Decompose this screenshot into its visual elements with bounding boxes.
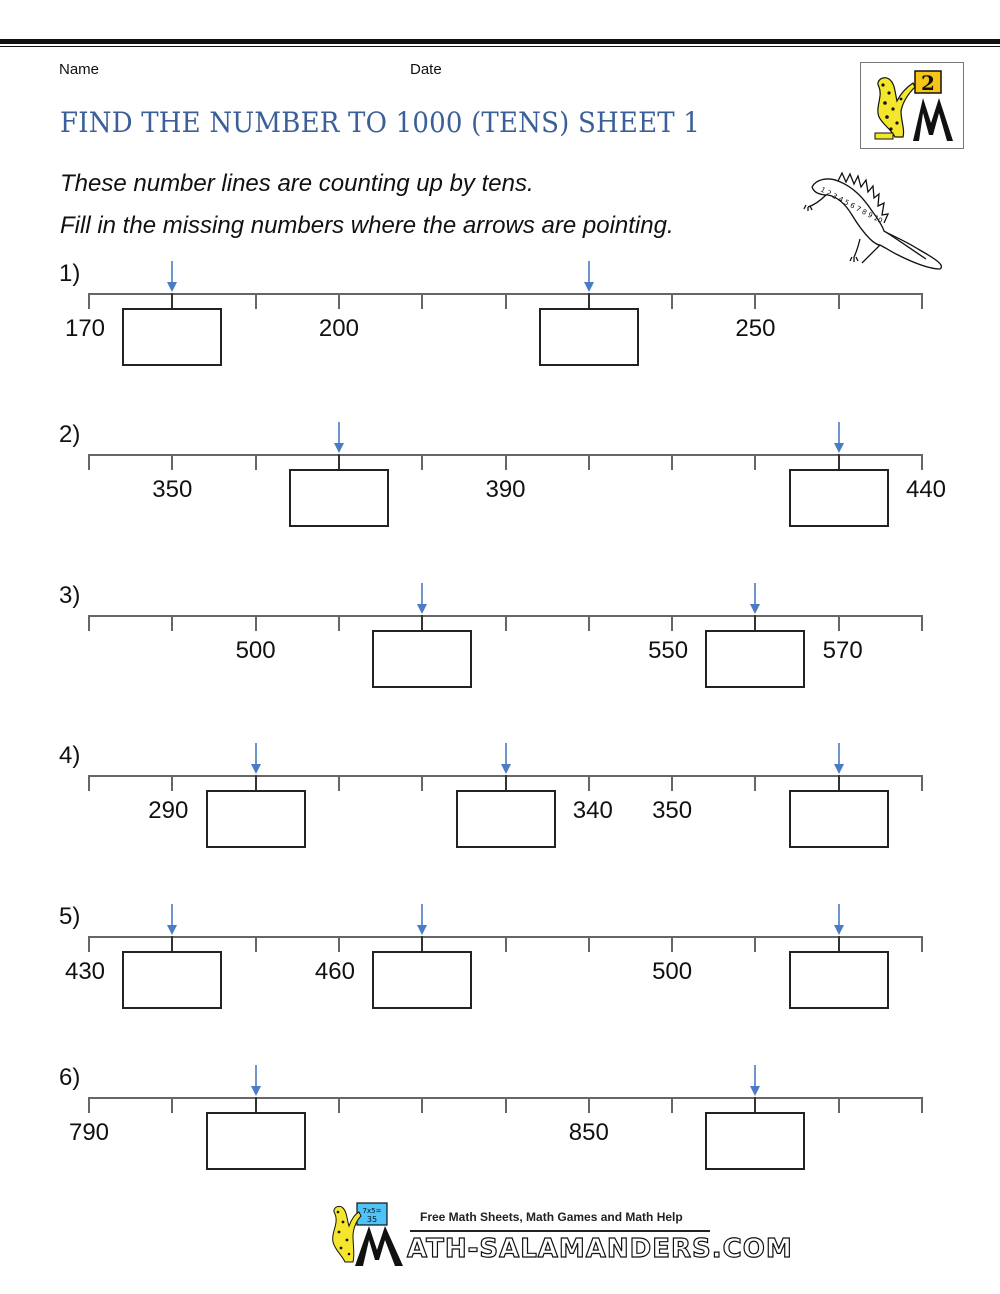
tick-mark [88,454,90,470]
tick-mark [88,775,90,791]
box-stem [505,775,507,791]
tick-mark [921,1097,923,1113]
number-line-problem [0,903,1000,1033]
given-number: 440 [905,476,947,503]
given-number: 850 [568,1119,609,1146]
tick-mark [588,936,590,952]
down-arrow-icon [249,743,263,775]
tick-mark [171,615,173,631]
tick-mark [255,615,257,631]
tick-mark [338,775,340,791]
given-number: 460 [314,958,355,985]
box-stem [754,615,756,631]
number-line-problem [0,260,1000,390]
problem-number: 4) [59,742,81,769]
footer-site-name: ATH-SALAMANDERS.COM [407,1234,793,1264]
tick-mark [838,1097,840,1113]
down-arrow-icon [832,743,846,775]
footer-salamander-icon [325,1200,405,1270]
down-arrow-icon [748,1065,762,1097]
tick-mark [588,615,590,631]
answer-box[interactable] [122,951,222,1009]
down-arrow-icon [165,261,179,293]
tick-mark [421,293,423,309]
tick-mark [754,775,756,791]
box-stem [171,293,173,309]
grade-logo [860,62,964,149]
given-number: 290 [148,797,189,824]
given-number: 200 [318,315,359,342]
tick-mark [255,454,257,470]
down-arrow-icon [249,1065,263,1097]
tick-mark [88,615,90,631]
down-arrow-icon [332,422,346,454]
svg-text:35: 35 [366,1215,378,1224]
tick-mark [505,615,507,631]
tick-mark [505,454,507,470]
tick-mark [838,615,840,631]
name-label: Name [59,61,100,78]
down-arrow-icon [582,261,596,293]
instruction-line-2: Fill in the missing numbers where the arrows are pointing. [60,212,674,239]
answer-box[interactable] [539,308,639,366]
tick-mark [421,1097,423,1113]
tick-mark [88,936,90,952]
given-number: 430 [64,958,106,985]
box-stem [838,454,840,470]
tick-mark [171,454,173,470]
box-stem [338,454,340,470]
down-arrow-icon [499,743,513,775]
tick-mark [338,615,340,631]
problem-number: 2) [59,421,81,448]
number-line-problem [0,582,1000,712]
answer-box[interactable] [789,790,889,848]
tick-mark [338,1097,340,1113]
tick-mark [921,615,923,631]
number-line-problem [0,742,1000,872]
answer-box[interactable] [206,1112,306,1170]
given-number: 340 [572,797,613,824]
svg-text:2: 2 [921,71,935,95]
given-number: 500 [652,958,693,985]
instruction-line-1: These number lines are counting up by tens. [60,170,534,197]
tick-mark [171,775,173,791]
footer-logo [325,1200,793,1270]
box-stem [171,936,173,952]
box-stem [838,936,840,952]
tick-mark [671,1097,673,1113]
box-stem [838,775,840,791]
answer-box[interactable] [122,308,222,366]
tick-mark [921,936,923,952]
problem-number: 3) [59,582,81,609]
given-number: 250 [735,315,776,342]
date-label: Date [410,61,442,78]
svg-text:7x5=: 7x5= [362,1207,382,1215]
tick-mark [588,454,590,470]
tick-mark [338,293,340,309]
down-arrow-icon [832,904,846,936]
box-stem [588,293,590,309]
tick-mark [588,1097,590,1113]
given-number: 350 [152,476,193,503]
top-border-thin [0,46,1000,47]
down-arrow-icon [415,904,429,936]
page-title: FIND THE NUMBER TO 1000 (TENS) SHEET 1 [60,106,701,139]
given-number: 390 [485,476,526,503]
tick-mark [671,454,673,470]
answer-box[interactable] [206,790,306,848]
tick-mark [754,293,756,309]
answer-box[interactable] [789,951,889,1009]
tick-mark [421,775,423,791]
problem-number: 5) [59,903,81,930]
tick-mark [255,293,257,309]
tick-mark [671,293,673,309]
tick-mark [421,454,423,470]
given-number: 550 [648,637,689,664]
footer-tagline: Free Math Sheets, Math Games and Math Help [420,1210,683,1224]
tick-mark [88,293,90,309]
answer-box[interactable] [456,790,556,848]
answer-box[interactable] [789,469,889,527]
tick-mark [671,936,673,952]
down-arrow-icon [415,583,429,615]
given-number: 350 [652,797,693,824]
given-number: 570 [822,637,863,664]
down-arrow-icon [165,904,179,936]
tick-mark [171,1097,173,1113]
tick-mark [671,775,673,791]
box-stem [421,615,423,631]
tick-mark [921,775,923,791]
given-number: 790 [68,1119,110,1146]
number-line-problem [0,421,1000,551]
tick-mark [338,936,340,952]
box-stem [255,1097,257,1113]
salamander-grade-2-icon [861,63,963,148]
tick-mark [754,936,756,952]
box-stem [754,1097,756,1113]
answer-box[interactable] [372,951,472,1009]
tick-mark [921,454,923,470]
top-border-thick [0,39,1000,44]
tick-mark [505,936,507,952]
problem-number: 1) [59,260,81,287]
tick-mark [88,1097,90,1113]
tick-mark [671,615,673,631]
given-number: 170 [64,315,106,342]
answer-box[interactable] [705,1112,805,1170]
box-stem [255,775,257,791]
svg-text:1 2 3 4 5 6 7 8 9 10: 1 2 3 4 5 6 7 8 9 10 [819,185,884,226]
answer-box[interactable] [372,630,472,688]
down-arrow-icon [832,422,846,454]
box-stem [421,936,423,952]
tick-mark [505,293,507,309]
tick-mark [255,936,257,952]
number-line-problem [0,1064,1000,1194]
tick-mark [588,775,590,791]
down-arrow-icon [748,583,762,615]
tick-mark [505,1097,507,1113]
answer-box[interactable] [289,469,389,527]
tick-mark [921,293,923,309]
tick-mark [838,293,840,309]
problem-number: 6) [59,1064,81,1091]
given-number: 500 [235,637,276,664]
answer-box[interactable] [705,630,805,688]
tick-mark [754,454,756,470]
footer-divider [410,1230,710,1232]
